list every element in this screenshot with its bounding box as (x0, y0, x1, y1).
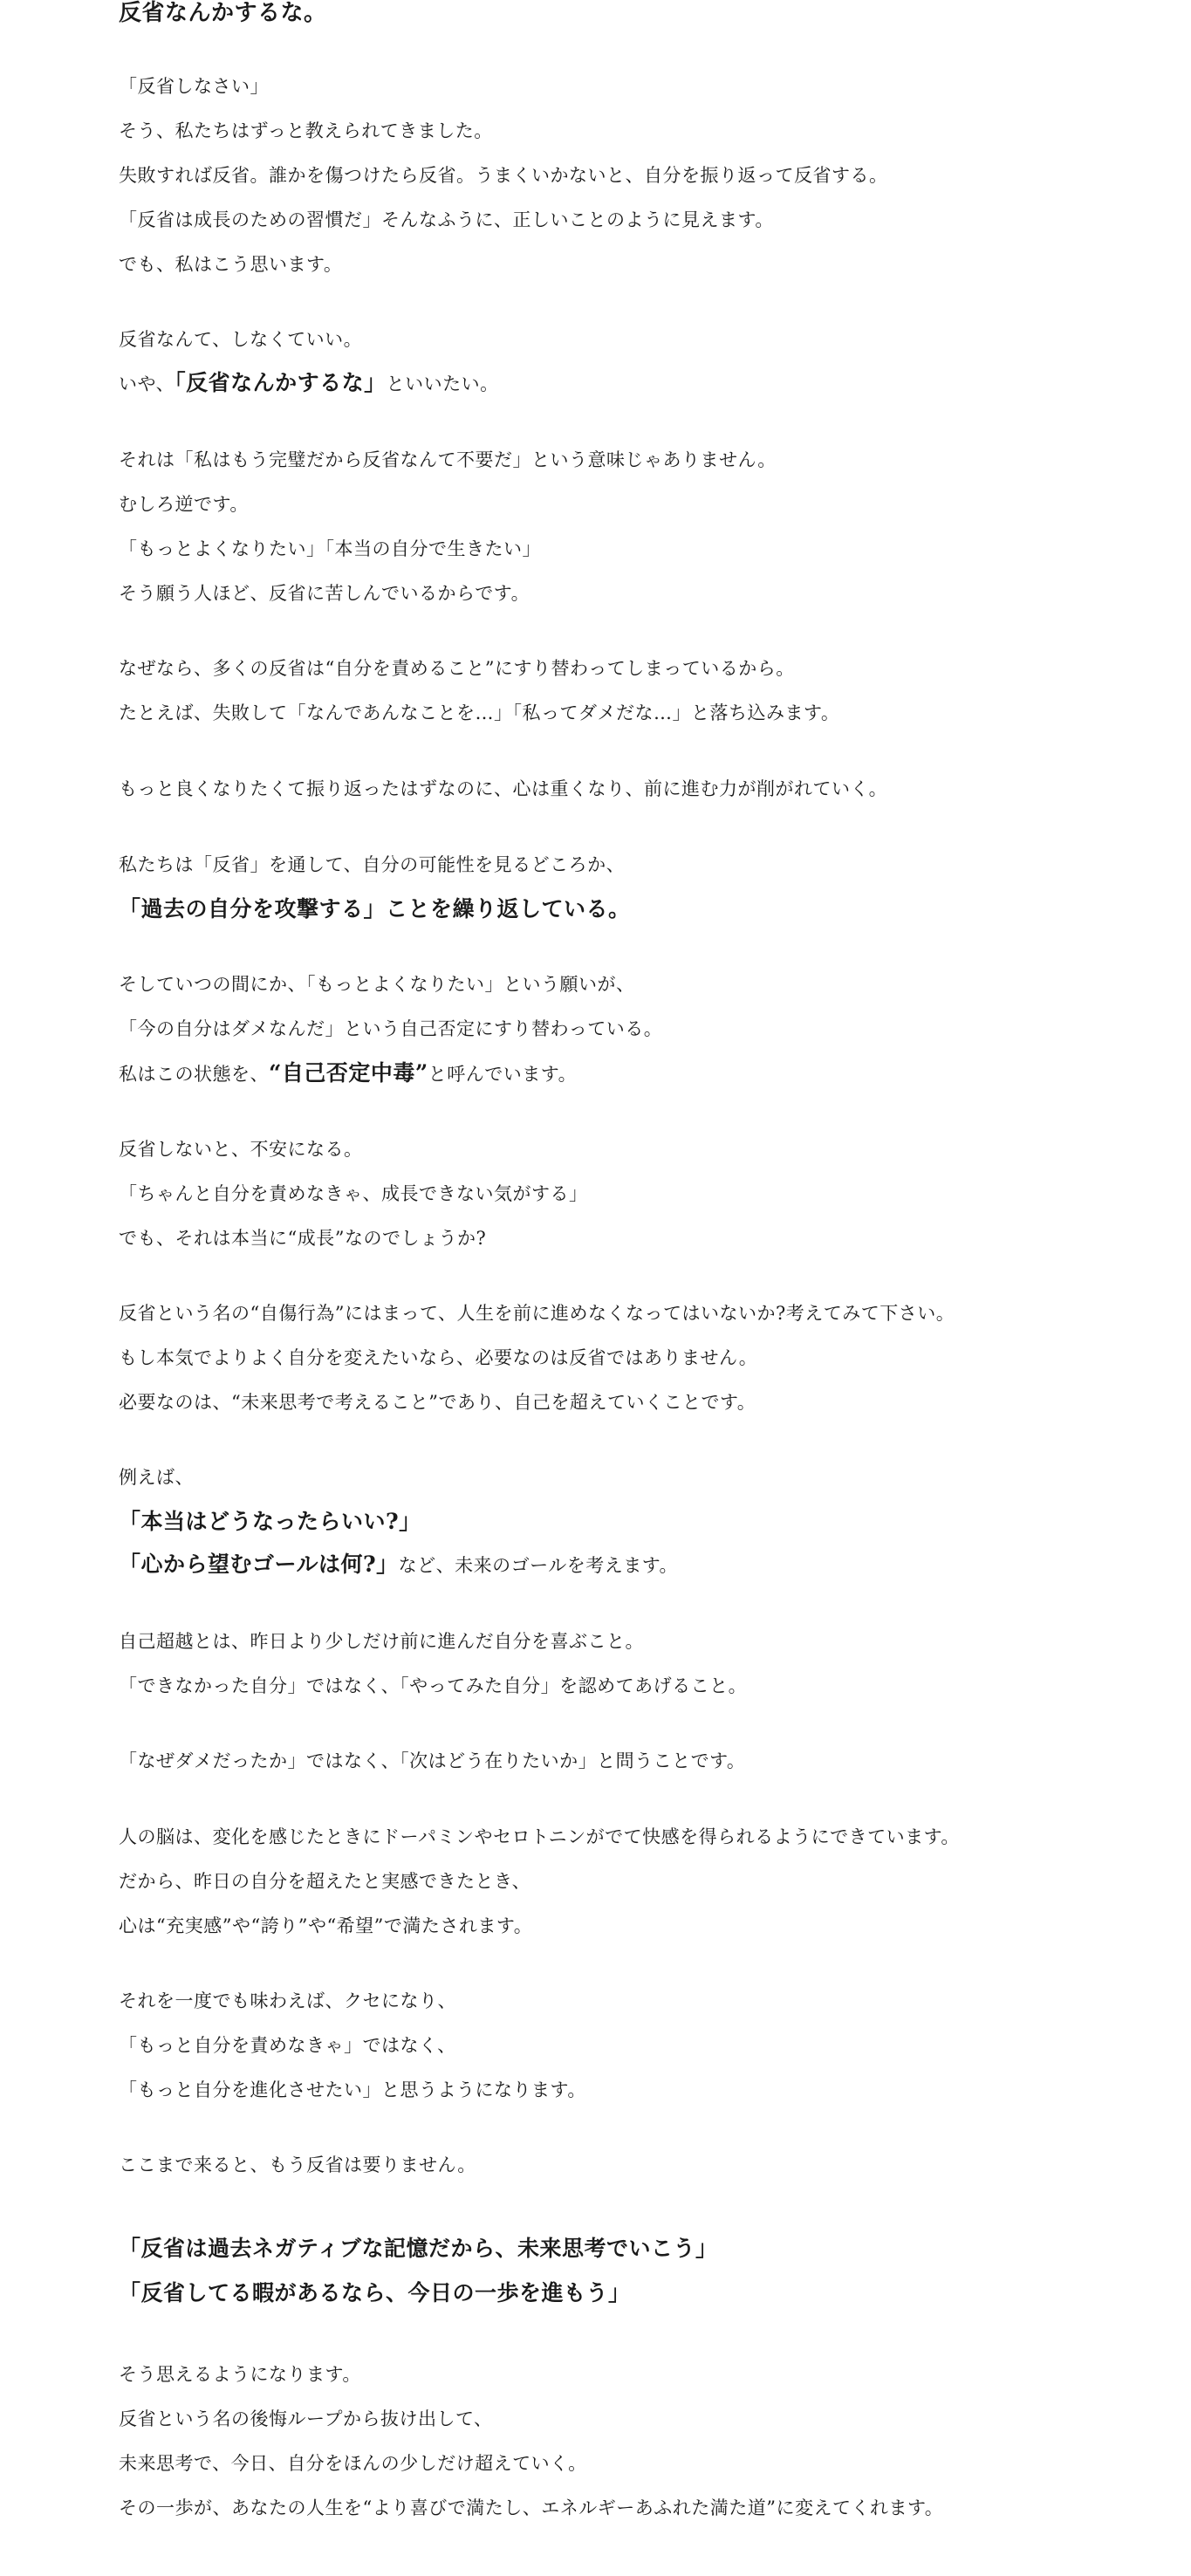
paragraph-line: 反省しないと、不安になる。 (119, 1139, 363, 1160)
emphasis-line: 「本当はどうなったらいい?」 (119, 1509, 421, 1534)
emphasis-line: 「反省は過去ネガティブな記憶だから、未来思考でいこう」 (119, 2236, 718, 2261)
emphasis-text: “自己否定中毒” (269, 1060, 428, 1086)
paragraph-line: 「もっと自分を責めなきゃ」ではなく、 (119, 2035, 456, 2056)
paragraph-line (119, 370, 499, 397)
paragraph-line: 「できなかった自分」ではなく、「やってみた自分」を認めてあげること。 (119, 1675, 748, 1696)
paragraph-line: もし本気でよりよく自分を変えたいなら、必要なのは反省ではありません。 (119, 1347, 758, 1368)
paragraph-line: 反省なんて、しなくていい。 (119, 329, 363, 350)
text-segment: など、未来のゴールを考えます。 (398, 1555, 679, 1576)
paragraph-line: 例えば、 (119, 1467, 194, 1488)
text-segment: といいたい。 (386, 373, 499, 394)
paragraph-line: 「もっと自分を進化させたい」と思うようになります。 (119, 2079, 586, 2100)
text-segment: いや、 (119, 373, 175, 394)
article-title: 反省なんかするな。 (119, 0, 327, 26)
emphasis-line: 「過去の自分を攻撃する」ことを繰り返している。 (119, 896, 631, 921)
emphasis-line: 「反省してる暇があるなら、今日の一歩を進もう」 (119, 2280, 631, 2305)
paragraph-line: でも、それは本当に“成長”なのでしょうか? (119, 1228, 487, 1249)
paragraph-line: ここまで来ると、もう反省は要りません。 (119, 2155, 476, 2175)
paragraph-line: 「もっとよくなりたい」「本当の自分で生きたい」 (119, 538, 541, 559)
text-segment: と呼んでいます。 (428, 1064, 578, 1085)
paragraph-line: もっと良くなりたくて振り返ったはずなのに、心は重くなり、前に進む力が削がれていく。 (119, 778, 888, 799)
paragraph-line: 「なぜダメだったか」ではなく、「次はどう在りたいか」と問うことです。 (119, 1750, 746, 1771)
paragraph-line: 「ちゃんと自分を責めなきゃ、成長できない気がする」 (119, 1183, 588, 1204)
emphasis-text: 「心から望むゴールは何?」 (119, 1552, 399, 1577)
paragraph-line: 私たちは「反省」を通して、自分の可能性を見るどころか、 (119, 854, 626, 875)
paragraph-line: 反省という名の“自傷行為”にはまって、人生を前に進めなくなってはいないか?考えてみて下さい。 (119, 1303, 955, 1324)
paragraph-line: 反省という名の後悔ループから抜け出して、 (119, 2408, 493, 2429)
paragraph-line: 必要なのは、“未来思考で考えること”であり、自己を超えていくことです。 (119, 1392, 756, 1413)
paragraph-line: 自己超越とは、昨日より少しだけ前に進んだ自分を喜ぶこと。 (119, 1631, 644, 1652)
paragraph-line: たとえば、失敗して「なんであんなことを…」「私ってダメだな…」と落ち込みます。 (119, 702, 840, 723)
paragraph-line: そしていつの間にか、「もっとよくなりたい」という願いが、 (119, 974, 635, 995)
paragraph-line (119, 1552, 678, 1579)
paragraph-line: 「反省しなさい」 (119, 76, 269, 97)
paragraph-line: それを一度でも味わえば、クセになり、 (119, 1990, 456, 2011)
paragraph-line: 人の脳は、変化を感じたときにドーパミンやセロトニンがでて快感を得られるようにできています。 (119, 1826, 960, 1847)
paragraph-line: そう思えるようになります。 (119, 2364, 361, 2385)
emphasis-text: 「反省なんかするな」 (175, 370, 387, 395)
paragraph-line: だから、昨日の自分を超えたと実感できたとき、 (119, 1871, 531, 1892)
paragraph-line: でも、私はこう思います。 (119, 254, 343, 275)
paragraph-line: そう願う人ほど、反省に苦しんでいるからです。 (119, 583, 530, 604)
paragraph-line: 未来思考で、今日、自分をほんの少しだけ超えていく。 (119, 2453, 587, 2474)
paragraph-line: それは「私はもう完璧だから反省なんて不要だ」という意味じゃありません。 (119, 449, 777, 470)
text-segment: 私はこの状態を、 (119, 1064, 269, 1085)
paragraph-line: 「反省は成長のための習慣だ」そんなふうに、正しいことのように見えます。 (119, 209, 774, 230)
paragraph-line: その一歩が、あなたの人生を“より喜びで満たし、エネルギーあふれた満た道”に変えてくれます。 (119, 2497, 944, 2518)
paragraph-line: 失敗すれば反省。誰かを傷つけたら反省。うまくいかないと、自分を振り返って反省する。 (119, 165, 888, 186)
paragraph-line (119, 1060, 577, 1087)
paragraph-line: むしろ逆です。 (119, 494, 249, 515)
paragraph-line: 「今の自分はダメなんだ」という自己否定にすり替わっている。 (119, 1018, 663, 1039)
paragraph-line: 心は“充実感”や“誇り”や“希望”で満たされます。 (119, 1915, 533, 1936)
paragraph-line: そう、私たちはずっと教えられてきました。 (119, 120, 493, 141)
paragraph-line: なぜなら、多くの反省は“自分を責めること”にすり替わってしまっているから。 (119, 658, 795, 679)
